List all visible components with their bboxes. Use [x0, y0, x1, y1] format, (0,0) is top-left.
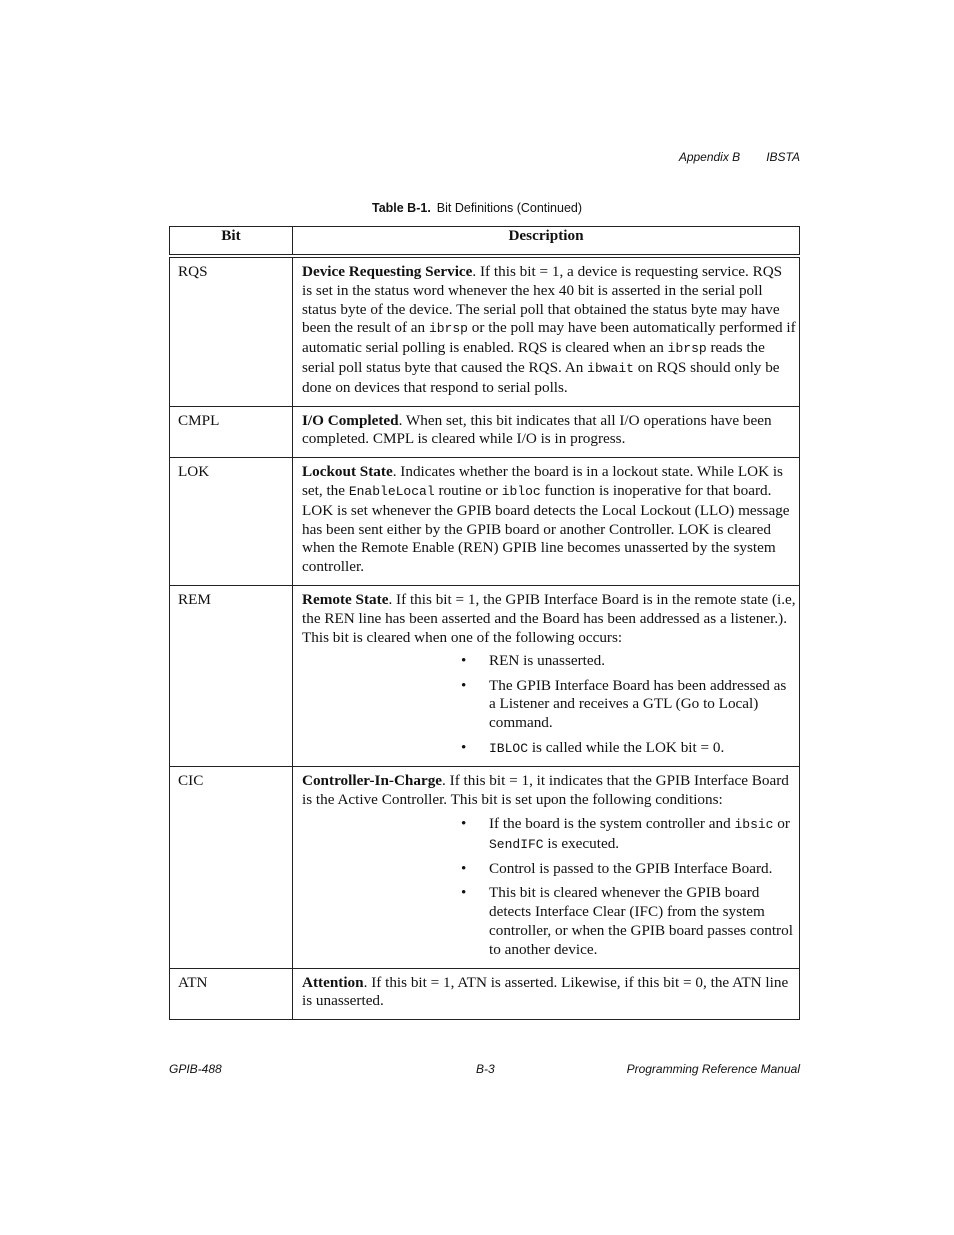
description-title: Device Requesting Service: [302, 263, 473, 280]
description-text: routine or: [434, 481, 502, 499]
table-row: [170, 406, 800, 458]
bit-cell: ATN: [170, 968, 293, 1020]
table-caption-label: Table B-1.: [371, 201, 431, 215]
code-term: ibrsp: [428, 321, 468, 337]
description-cell: [293, 458, 800, 586]
list-item: [489, 739, 796, 759]
description-cell: [293, 767, 800, 968]
list-item: [489, 815, 796, 855]
condition-list: [302, 815, 796, 960]
description-cell: [293, 406, 800, 458]
bit-cell: RQS: [170, 256, 293, 406]
bit-cell: CMPL: [170, 406, 293, 458]
header-chapter: IBSTA: [766, 150, 800, 164]
list-item: • Control is passed to the GPIB Interface Board.: [489, 860, 796, 879]
footer-product: GPIB-488: [169, 1062, 222, 1076]
code-term: ibwait: [587, 360, 634, 376]
list-item-text: is called while the LOK bit = 0.: [528, 738, 725, 756]
code-term: ibloc: [501, 483, 541, 499]
description-text: . If this bit = 1, the GPIB Interface Board is in the remote state (i.e, the REN line has been asserted and the Board has been addressed as a listener.). This bit is cleared when one of the following occurs:: [302, 590, 796, 646]
bit-cell: CIC: [170, 767, 293, 968]
list-item: • REN is unasserted.: [489, 652, 796, 671]
table-row: [170, 767, 800, 968]
table-row: [170, 968, 800, 1020]
header-section: Appendix B: [678, 150, 741, 164]
code-term: EnableLocal: [348, 483, 435, 499]
description-title: I/O Completed: [302, 411, 399, 429]
description-text: . If this bit = 1, a device is requesting service. RQS is set in the status word whenever the hex 40 bit is asserted in the serial poll status byte of the device. The serial poll that obtained the status byte may have been the result of an: [302, 263, 783, 337]
description-text: or the poll may have been automatically performed if automatic serial polling is enabled. RQS is cleared when an: [302, 319, 796, 357]
list-item-text: If the board is the system controller and: [489, 814, 735, 832]
running-header: [679, 150, 800, 164]
description-text: function is inoperative for that board. LOK is set whenever the GPIB board detects the Local Lockout (LLO) message has been sent either by the GPIB board or another Controller. LOK is cleared when the Remote Enable (REN) GPIB line becomes unasserted by the system controller.: [302, 481, 790, 576]
description-title: Remote State: [302, 590, 389, 608]
description-text: . When set, this bit indicates that all I/O operations have been completed. CMPL is cleared while I/O is in progress.: [302, 411, 772, 448]
description-cell: [293, 585, 800, 766]
column-header-description: Description: [293, 227, 800, 257]
condition-list: [302, 652, 796, 758]
table-header-row: [170, 227, 800, 257]
list-item: • The GPIB Interface Board has been addressed as a Listener and receives a GTL (Go to Local) command.: [489, 677, 796, 733]
list-item-text: is executed.: [543, 834, 620, 852]
code-term: ibsic: [734, 816, 774, 832]
code-term: IBLOC: [489, 740, 529, 756]
description-text: . Indicates whether the board is in a lockout state. While LOK is set, the: [302, 463, 783, 499]
bit-definitions-table: [169, 226, 800, 1020]
description-title: Controller-In-Charge: [302, 772, 443, 790]
table-caption-text: Bit Definitions (Continued): [436, 201, 583, 215]
description-text: on RQS should only be done on devices that respond to serial polls.: [302, 358, 780, 396]
bit-cell: LOK: [170, 458, 293, 586]
description-text: . If this bit = 1, it indicates that the GPIB Interface Board is the Active Controller. This bit is set upon the following conditions:: [302, 772, 789, 809]
table-row: [170, 256, 800, 406]
column-header-bit: Bit: [170, 227, 293, 257]
list-item: • This bit is cleared whenever the GPIB board detects Interface Clear (IFC) from the system controller, or when the GPIB board passes control to another device.: [489, 884, 796, 959]
description-cell: [293, 968, 800, 1020]
table-row: [170, 458, 800, 586]
code-term: ibrsp: [667, 341, 707, 357]
description-title: Lockout State: [302, 463, 393, 481]
description-title: Attention: [302, 973, 364, 991]
description-text: . If this bit = 1, ATN is asserted. Likewise, if this bit = 0, the ATN line is unasserted.: [302, 973, 789, 1010]
table-caption: [0, 201, 954, 215]
table-row: [170, 585, 800, 766]
list-item-text: or: [773, 814, 790, 832]
code-term: SendIFC: [489, 836, 544, 852]
description-text: reads the serial poll status byte that caused the RQS. An: [302, 339, 765, 376]
description-cell: [293, 256, 800, 406]
footer-page-number: B-3: [476, 1062, 495, 1076]
bit-cell: REM: [170, 585, 293, 766]
footer-manual-title: Programming Reference Manual: [626, 1062, 800, 1076]
